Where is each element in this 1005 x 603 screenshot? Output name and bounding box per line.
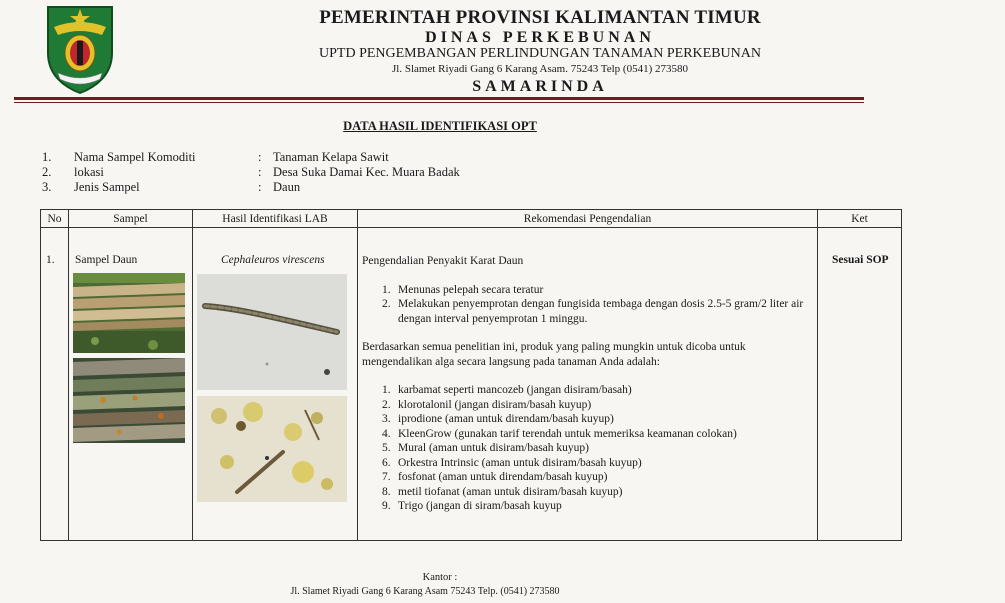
info-label: Nama Sampel Komoditi (74, 150, 196, 164)
row-number: 1. (46, 254, 55, 266)
list-item (362, 283, 814, 298)
header-hasil: Hasil Identifikasi LAB (193, 210, 358, 228)
info-colon: : (258, 150, 262, 164)
list-number: 8. (382, 485, 391, 498)
footer-office-label: Kantor : (422, 572, 458, 583)
info-value: Desa Suka Damai Kec. Muara Badak (273, 165, 460, 179)
header-unit: UPTD PENGEMBANGAN PERLINDUNGAN TANAMAN PERKEBUNAN (319, 46, 761, 61)
list-number: 9. (382, 500, 391, 512)
list-item (362, 383, 814, 398)
footer-address: Jl. Slamet Riyadi Gang 6 Karang Asam 75243 Telp. (0541) 273580 (290, 586, 560, 597)
sample-name: Sampel Daun (75, 254, 138, 266)
list-item (362, 297, 814, 326)
info-number: 2. (42, 165, 52, 179)
list-number: 2. (382, 298, 391, 310)
header-rule-thin (14, 102, 864, 103)
list-item (362, 499, 814, 514)
recommendation-list-2 (362, 383, 814, 514)
header-city: SAMARINDA (472, 78, 608, 95)
list-text: Mural (aman untuk disiram/basah kuyup) (398, 442, 589, 454)
header-ket: Ket (818, 210, 902, 228)
list-text: Menunas pelepah secara teratur (398, 283, 544, 296)
list-item (362, 398, 814, 413)
table-row (41, 228, 902, 541)
leaf-sample-photo-2 (73, 358, 185, 443)
recommendation-paragraph: Berdasarkan semua penelitian ini, produk yang paling mungkin untuk dicoba untuk mengendalikan alga secara langsung pada tanaman Anda adalah: (362, 341, 746, 368)
microscope-photo-filament (197, 274, 347, 390)
header-no: No (41, 210, 69, 228)
recommendation-block (362, 232, 814, 514)
list-number: 4. (382, 427, 391, 440)
info-label: lokasi (74, 165, 104, 179)
list-item (362, 456, 814, 471)
header-government: PEMERINTAH PROVINSI KALIMANTAN TIMUR (319, 7, 761, 28)
list-item (362, 427, 814, 442)
identification-table (40, 209, 902, 541)
list-text: klorotalonil (jangan disiram/basah kuyup) (398, 398, 592, 411)
microscope-photo-spores (197, 396, 347, 502)
info-colon: : (258, 165, 262, 179)
lab-result-species: Cephaleuros virescens (221, 254, 325, 266)
province-emblem-logo (40, 3, 120, 95)
list-text: Orkestra Intrinsic (aman untuk disiram/basah kuyup) (398, 456, 642, 469)
list-item (362, 470, 814, 485)
list-number: 2. (382, 398, 391, 411)
cell-hasil (193, 228, 358, 541)
header-address: Jl. Slamet Riyadi Gang 6 Karang Asam. 75243 Telp (0541) 273580 (392, 63, 688, 75)
cell-rekomendasi (358, 228, 818, 541)
list-text: karbamat seperti mancozeb (jangan disiram/basah) (398, 384, 632, 396)
header-sampel: Sampel (69, 210, 193, 228)
list-number: 5. (382, 442, 391, 454)
cell-ket (818, 228, 902, 541)
list-number: 7. (382, 471, 391, 483)
list-item (362, 412, 814, 427)
list-number: 6. (382, 456, 391, 469)
info-value: Daun (273, 180, 301, 194)
info-label: Jenis Sampel (74, 180, 140, 194)
list-text: iprodione (aman untuk direndam/basah kuyup) (398, 413, 614, 425)
list-item (362, 441, 814, 456)
cell-sampel (69, 228, 193, 541)
list-text: Trigo (jangan di siram/basah kuyup (398, 500, 562, 512)
header-department: DINAS PERKEBUNAN (425, 29, 655, 46)
recommendation-list-1 (362, 283, 814, 327)
cell-no (41, 228, 69, 541)
list-text: metil tiofanat (aman untuk disiram/basah kuyup) (398, 485, 623, 498)
header-rule-thick (14, 97, 864, 100)
document-title: DATA HASIL IDENTIFIKASI OPT (343, 119, 537, 133)
status-note: Sesuai SOP (832, 254, 889, 266)
info-number: 1. (42, 150, 52, 164)
info-number: 3. (42, 180, 52, 194)
recommendation-title: Pengendalian Penyakit Karat Daun (362, 255, 524, 267)
list-text: fosfonat (aman untuk direndam/basah kuyup) (398, 471, 608, 483)
list-number: 3. (382, 413, 391, 425)
list-item (362, 485, 814, 500)
leaf-sample-photo-1 (73, 273, 185, 353)
header-rekomendasi: Rekomendasi Pengendalian (358, 210, 818, 228)
list-text: Melakukan penyemprotan dengan fungisida tembaga dengan dosis 2.5-5 gram/2 liter air dengan interval penyemprotan 1 minggu. (398, 298, 804, 325)
info-colon: : (258, 180, 262, 194)
list-text: KleenGrow (gunakan tarif terendah untuk memeriksa keamanan colokan) (398, 427, 737, 440)
list-number: 1. (382, 384, 391, 396)
info-value: Tanaman Kelapa Sawit (273, 150, 389, 164)
list-number: 1. (382, 283, 391, 296)
